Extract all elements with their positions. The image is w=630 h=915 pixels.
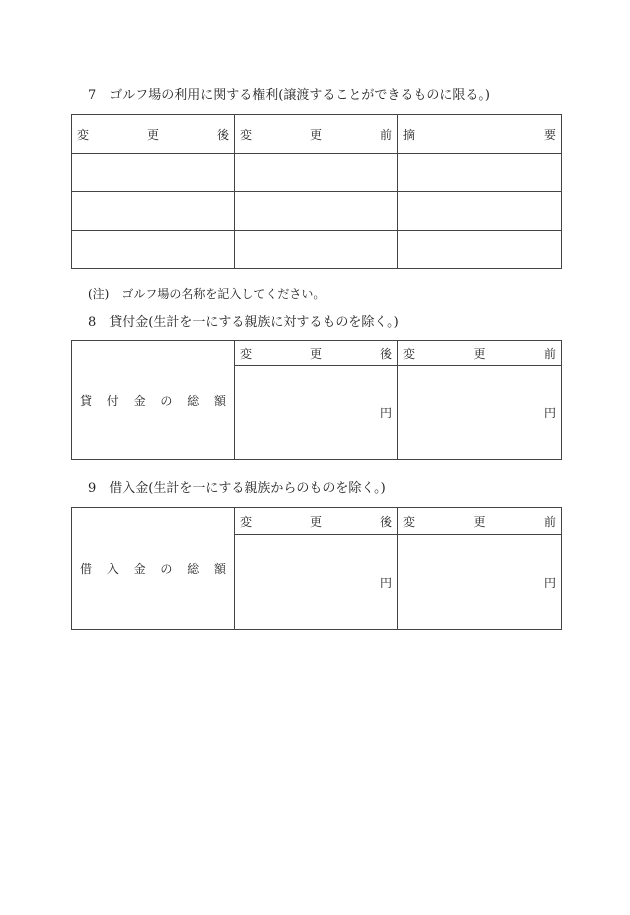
golf-rights-table xyxy=(71,114,562,269)
header-after: 変更後 xyxy=(235,508,398,535)
amount-after[interactable]: 円 xyxy=(235,366,398,460)
section8-heading: 8 貸付金(生計を一にする親族に対するものを除く。) xyxy=(88,315,399,330)
amount-before[interactable]: 円 xyxy=(398,366,562,460)
loans-total-label: 貸付金の総額 xyxy=(72,341,235,460)
section9-heading: 9 借入金(生計を一にする親族からのものを除く。) xyxy=(88,481,386,496)
borrowings-total-label: 借入金の総額 xyxy=(72,508,235,630)
cell[interactable] xyxy=(398,192,562,231)
table-row xyxy=(72,192,562,231)
cell[interactable] xyxy=(398,154,562,192)
header-after: 変更後 xyxy=(72,115,235,154)
header-after: 変更後 xyxy=(235,341,398,366)
amount-after[interactable]: 円 xyxy=(235,535,398,630)
cell[interactable] xyxy=(235,192,398,231)
header-before: 変更前 xyxy=(235,115,398,154)
header-before: 変更前 xyxy=(398,341,562,366)
cell[interactable] xyxy=(72,231,235,269)
table-row xyxy=(72,231,562,269)
table-row xyxy=(72,154,562,192)
section7-note: (注) ゴルフ場の名称を記入してください。 xyxy=(88,287,326,301)
cell[interactable] xyxy=(72,192,235,231)
cell[interactable] xyxy=(235,154,398,192)
loans-table xyxy=(71,340,562,460)
cell[interactable] xyxy=(398,231,562,269)
section7-heading: 7 ゴルフ場の利用に関する権利(譲渡することができるものに限る。) xyxy=(88,88,490,103)
header-summary: 摘要 xyxy=(398,115,562,154)
borrowings-table xyxy=(71,507,562,630)
cell[interactable] xyxy=(235,231,398,269)
amount-before[interactable]: 円 xyxy=(398,535,562,630)
cell[interactable] xyxy=(72,154,235,192)
header-before: 変更前 xyxy=(398,508,562,535)
